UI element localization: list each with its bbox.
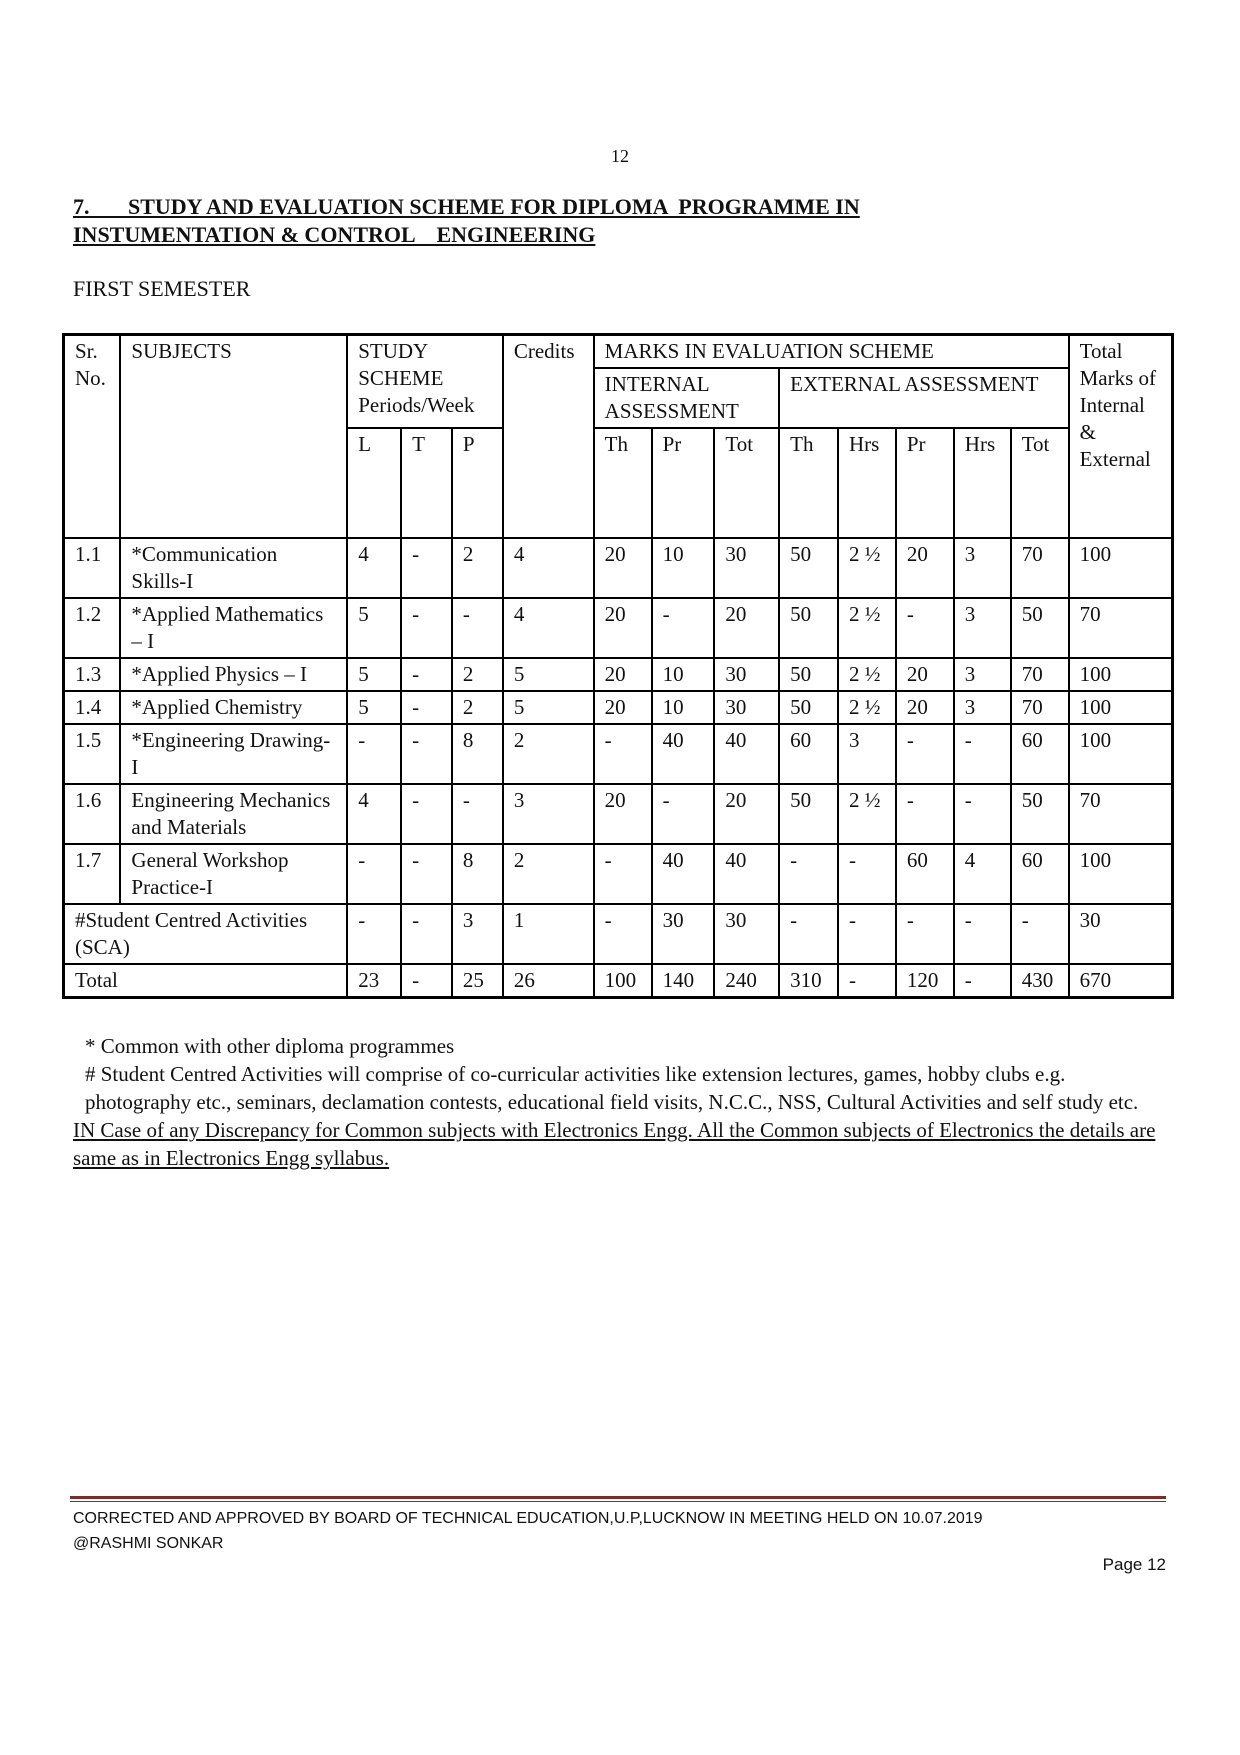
row-cell: - [779, 844, 838, 904]
footer-author: @RASHMI SONKAR [73, 1535, 224, 1552]
row-cell: 4 [347, 538, 401, 598]
row-cell: 20 [594, 598, 652, 658]
row-cell: 5 [503, 691, 594, 724]
total-row-label: Total [64, 964, 348, 998]
row-cell: 2 [452, 691, 503, 724]
row-cell: - [347, 904, 401, 964]
row-cell: 3 [452, 904, 503, 964]
row-cell: 5 [347, 658, 401, 691]
table-row [64, 844, 1173, 904]
row-cell: 4 [503, 598, 594, 658]
header-credits: Credits [503, 335, 594, 539]
row-cell: 50 [779, 658, 838, 691]
row-cell: 40 [714, 844, 779, 904]
header-ext-hrs-2: Hrs [954, 428, 1011, 538]
row-subject: General Workshop Practice-I [120, 844, 347, 904]
row-cell: 4 [954, 844, 1011, 904]
row-cell: 60 [1011, 724, 1069, 784]
row-cell: - [594, 904, 652, 964]
row-cell: 100 [1069, 538, 1173, 598]
note-discrepancy: IN Case of any Discrepancy for Common subjects with Electronics Engg. All the Common subjects of Electronics the details are same as in Electronics Engg syllabus. [73, 1118, 1156, 1170]
row-cell: 70 [1069, 598, 1173, 658]
evaluation-scheme-table [62, 333, 1174, 999]
row-cell: - [1011, 904, 1069, 964]
footer-text [73, 1506, 983, 1556]
row-cell: 40 [714, 724, 779, 784]
row-cell: 2 ½ [838, 538, 896, 598]
row-cell: 10 [652, 691, 715, 724]
sca-row [64, 904, 1173, 964]
row-cell: - [652, 784, 715, 844]
row-cell: 2 [503, 724, 594, 784]
row-cell: - [401, 538, 452, 598]
row-cell: 100 [594, 964, 652, 998]
header-external: EXTERNAL ASSESSMENT [779, 368, 1068, 428]
row-sr-no: 1.6 [64, 784, 121, 844]
row-cell: 3 [838, 724, 896, 784]
row-cell: 2 ½ [838, 598, 896, 658]
header-total-marks: Total Marks of Internal & External [1069, 335, 1173, 539]
header-ext-th: Th [779, 428, 838, 538]
row-cell: 100 [1069, 658, 1173, 691]
row-sr-no: 1.5 [64, 724, 121, 784]
row-cell: - [401, 658, 452, 691]
row-subject: *Applied Mathematics – I [120, 598, 347, 658]
row-cell: 3 [954, 658, 1011, 691]
row-subject: Engineering Mechanics and Materials [120, 784, 347, 844]
row-cell: - [896, 784, 954, 844]
row-cell: 30 [714, 658, 779, 691]
row-cell: - [896, 598, 954, 658]
row-cell: 4 [347, 784, 401, 844]
row-cell: 2 [452, 658, 503, 691]
row-cell: - [896, 904, 954, 964]
row-cell: - [452, 784, 503, 844]
row-cell: 8 [452, 724, 503, 784]
row-cell: - [594, 724, 652, 784]
row-cell: - [954, 904, 1011, 964]
heading-line-1: 7. STUDY AND EVALUATION SCHEME FOR DIPLOMA PROGRAMME IN [73, 194, 860, 219]
row-cell: 60 [779, 724, 838, 784]
row-cell: - [838, 964, 896, 998]
row-subject: *Applied Chemistry [120, 691, 347, 724]
row-cell: 2 [503, 844, 594, 904]
row-cell: - [401, 598, 452, 658]
row-subject: *Engineering Drawing-I [120, 724, 347, 784]
row-sr-no: 1.3 [64, 658, 121, 691]
row-cell: - [347, 724, 401, 784]
row-cell: 70 [1011, 538, 1069, 598]
row-cell: - [452, 598, 503, 658]
row-cell: 670 [1069, 964, 1173, 998]
notes [73, 1032, 1173, 1172]
row-cell: 10 [652, 538, 715, 598]
row-cell: 3 [954, 691, 1011, 724]
row-cell: 30 [1069, 904, 1173, 964]
row-cell: 20 [594, 784, 652, 844]
header-l: L [347, 428, 401, 538]
header-int-tot: Tot [714, 428, 779, 538]
header-int-th: Th [594, 428, 652, 538]
row-cell: 20 [714, 598, 779, 658]
footer-approval-line: CORRECTED AND APPROVED BY BOARD OF TECHNICAL EDUCATION,U.P,LUCKNOW IN MEETING HELD ON 10.07.2019 [73, 1510, 983, 1527]
row-cell: - [401, 964, 452, 998]
header-study-scheme: STUDY SCHEME Periods/Week [347, 335, 503, 429]
row-cell: 2 [452, 538, 503, 598]
heading-line-2: INSTUMENTATION & CONTROL ENGINEERING [73, 222, 596, 247]
row-cell: 20 [594, 658, 652, 691]
section-heading [73, 193, 1173, 249]
row-cell: - [896, 724, 954, 784]
row-cell: 3 [503, 784, 594, 844]
row-cell: - [838, 844, 896, 904]
row-cell: 25 [452, 964, 503, 998]
row-cell: 20 [594, 538, 652, 598]
row-cell: - [594, 844, 652, 904]
row-cell: 20 [896, 691, 954, 724]
footer-page-number: Page 12 [1102, 1555, 1166, 1574]
row-cell: 20 [896, 658, 954, 691]
table-row [64, 598, 1173, 658]
row-cell: 23 [347, 964, 401, 998]
row-cell: 120 [896, 964, 954, 998]
row-cell: 60 [1011, 844, 1069, 904]
row-cell: - [347, 844, 401, 904]
row-cell: 50 [779, 538, 838, 598]
row-sr-no: 1.2 [64, 598, 121, 658]
row-cell: 50 [779, 784, 838, 844]
row-cell: 100 [1069, 724, 1173, 784]
page-number-top: 12 [611, 146, 629, 166]
row-cell: - [401, 904, 452, 964]
row-cell: - [954, 724, 1011, 784]
row-cell: 20 [896, 538, 954, 598]
row-subject: *Applied Physics – I [120, 658, 347, 691]
row-subject: *Communication Skills-I [120, 538, 347, 598]
header-marks: MARKS IN EVALUATION SCHEME [594, 335, 1069, 369]
header-row-1 [64, 335, 1173, 369]
row-cell: 5 [347, 691, 401, 724]
row-cell: - [779, 904, 838, 964]
row-cell: 70 [1011, 691, 1069, 724]
row-sr-no: 1.1 [64, 538, 121, 598]
semester-label: FIRST SEMESTER [73, 276, 251, 301]
row-cell: 20 [594, 691, 652, 724]
table-row [64, 724, 1173, 784]
row-cell: - [401, 724, 452, 784]
header-internal: INTERNAL ASSESSMENT [594, 368, 779, 428]
header-ext-pr: Pr [896, 428, 954, 538]
row-cell: 100 [1069, 691, 1173, 724]
row-cell: 100 [1069, 844, 1173, 904]
row-cell: 50 [1011, 784, 1069, 844]
row-cell: 30 [714, 538, 779, 598]
row-cell: 4 [503, 538, 594, 598]
table-row [64, 658, 1173, 691]
row-cell: 5 [503, 658, 594, 691]
row-cell: 70 [1011, 658, 1069, 691]
note-common: * Common with other diploma programmes [85, 1034, 455, 1058]
row-sr-no: 1.4 [64, 691, 121, 724]
row-cell: 20 [714, 784, 779, 844]
row-cell: 30 [652, 904, 715, 964]
row-cell: 2 ½ [838, 658, 896, 691]
row-cell: - [838, 904, 896, 964]
row-cell: 140 [652, 964, 715, 998]
table-row [64, 784, 1173, 844]
row-cell: 60 [896, 844, 954, 904]
row-cell: 430 [1011, 964, 1069, 998]
header-ext-hrs-1: Hrs [838, 428, 896, 538]
row-cell: 240 [714, 964, 779, 998]
row-cell: 50 [779, 691, 838, 724]
row-cell: 50 [1011, 598, 1069, 658]
row-cell: 3 [954, 538, 1011, 598]
header-int-pr: Pr [652, 428, 715, 538]
row-cell: 5 [347, 598, 401, 658]
total-row [64, 964, 1173, 998]
row-cell: - [954, 784, 1011, 844]
row-cell: 30 [714, 904, 779, 964]
header-subjects: SUBJECTS [120, 335, 347, 539]
row-cell: 10 [652, 658, 715, 691]
table-row [64, 691, 1173, 724]
row-cell: - [401, 844, 452, 904]
row-cell: 3 [954, 598, 1011, 658]
header-ext-tot: Tot [1011, 428, 1069, 538]
note-sca: # Student Centred Activities will comprise of co-curricular activities like extension lectures, games, hobby clubs e.g. photography etc., seminars, declamation contests, educational field visits, N.C.C., NSS, Cultural Activities and self study etc. [85, 1062, 1139, 1114]
header-p: P [452, 428, 503, 538]
row-cell: 26 [503, 964, 594, 998]
row-sr-no: 1.7 [64, 844, 121, 904]
row-cell: 40 [652, 724, 715, 784]
row-cell: - [401, 691, 452, 724]
header-t: T [401, 428, 452, 538]
header-sr-no: Sr. No. [64, 335, 121, 539]
row-cell: 50 [779, 598, 838, 658]
row-cell: 40 [652, 844, 715, 904]
row-cell: 30 [714, 691, 779, 724]
row-cell: - [401, 784, 452, 844]
table-row [64, 538, 1173, 598]
row-cell: 2 ½ [838, 691, 896, 724]
row-cell: 70 [1069, 784, 1173, 844]
row-cell: 8 [452, 844, 503, 904]
row-cell: 2 ½ [838, 784, 896, 844]
footer-divider [70, 1496, 1166, 1504]
row-cell: - [652, 598, 715, 658]
sca-row-label: #Student Centred Activities (SCA) [64, 904, 348, 964]
row-cell: - [954, 964, 1011, 998]
row-cell: 1 [503, 904, 594, 964]
row-cell: 310 [779, 964, 838, 998]
